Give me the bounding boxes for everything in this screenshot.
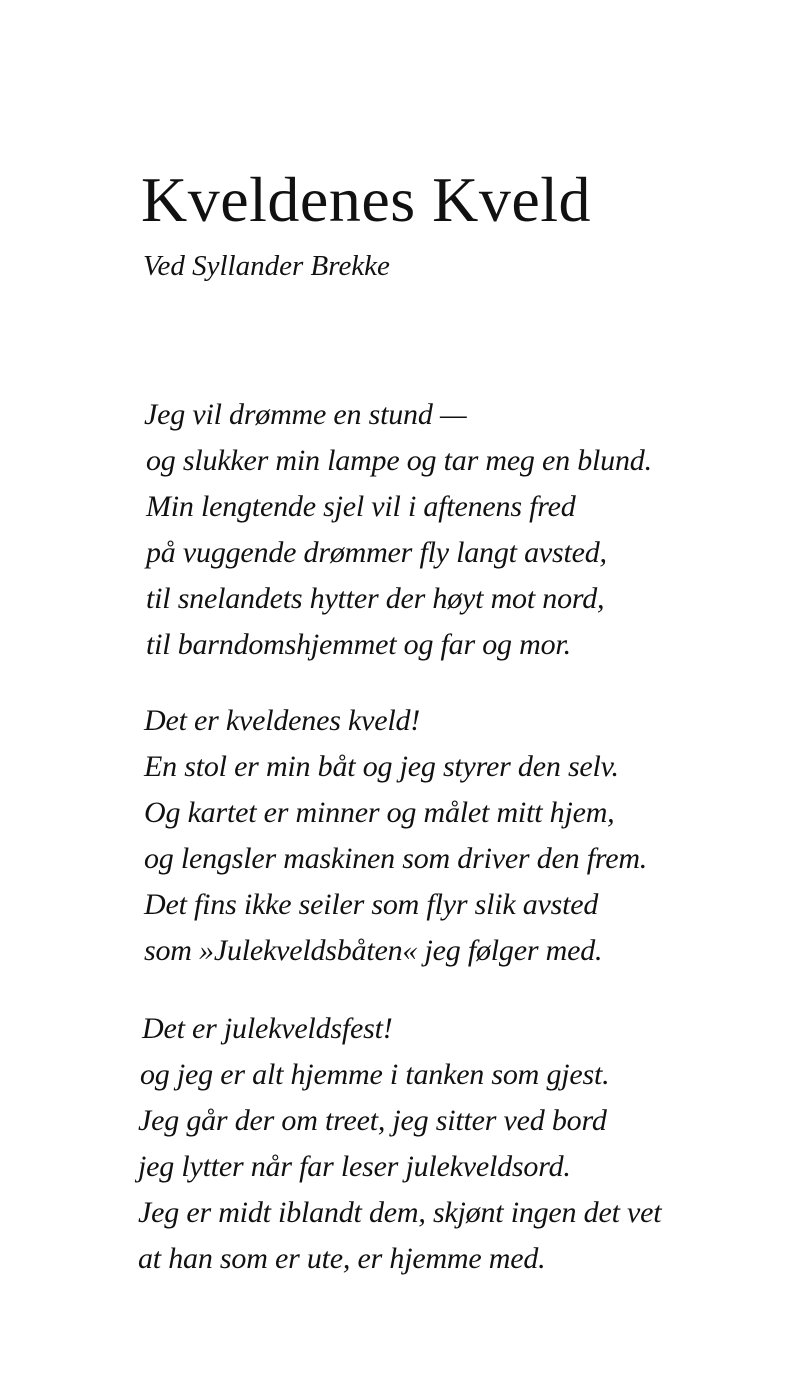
poem-title: Kveldenes Kveld <box>141 164 592 235</box>
poem-line: Og kartet er minner og målet mitt hjem, <box>144 796 615 829</box>
poem-line: Jeg vil drømme en stund — <box>144 398 467 431</box>
poem-line: til barndomshjemmet og far og mor. <box>146 628 571 661</box>
stanza-2 <box>138 698 647 974</box>
poem-line: til snelandets hytter der høyt mot nord, <box>146 582 605 615</box>
poem-line: Det er julekveldsfest! <box>142 1012 393 1045</box>
poem-line: Det er kveldenes kveld! <box>144 704 421 737</box>
poem-line: og jeg er alt hjemme i tanken som gjest. <box>140 1058 610 1091</box>
poem-line: En stol er min båt og jeg styrer den selv. <box>144 750 619 783</box>
stanza-1 <box>138 392 652 668</box>
poem-line: og slukker min lampe og tar meg en blund. <box>146 444 652 477</box>
poem-byline: Ved Syllander Brekke <box>143 250 390 282</box>
poem-line: Jeg er midt iblandt dem, skjønt ingen det vet <box>138 1196 662 1229</box>
poem-line: og lengsler maskinen som driver den frem. <box>144 842 648 875</box>
stanza-3 <box>138 1006 661 1282</box>
poem-line: Min lengtende sjel vil i aftenens fred <box>146 490 576 523</box>
poem-line: Det fins ikke seiler som flyr slik avsted <box>144 888 599 921</box>
poem-line: på vuggende drømmer fly langt avsted, <box>146 536 607 569</box>
poem-line: at han som er ute, er hjemme med. <box>138 1242 546 1275</box>
poem-line: som »Julekveldsbåten« jeg følger med. <box>144 934 603 967</box>
poem-line: Jeg går der om treet, jeg sitter ved bord <box>138 1104 607 1137</box>
poem-line: jeg lytter når far leser julekveldsord. <box>138 1150 571 1183</box>
